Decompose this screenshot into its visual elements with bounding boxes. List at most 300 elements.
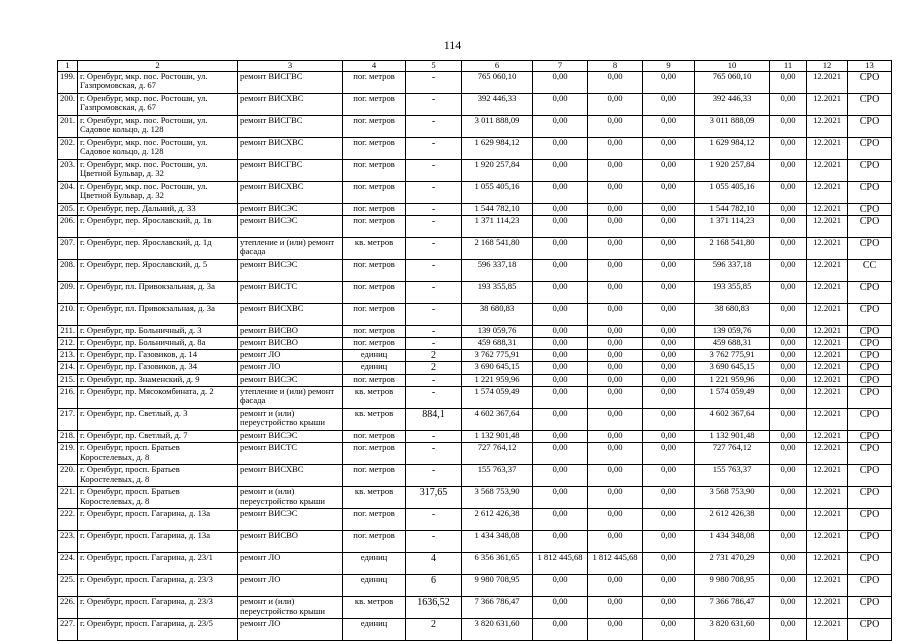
method-cell: СРО [848, 137, 892, 159]
cost-col11-cell: 0,00 [770, 303, 807, 325]
work-type-cell: ремонт ЛО [238, 552, 343, 574]
quantity-cell: - [406, 137, 462, 159]
date-cell: 12.2021 [807, 115, 848, 137]
cost-col9-cell: 0,00 [643, 93, 695, 115]
cost-col9-cell: 0,00 [643, 374, 695, 386]
method-cell: СРО [848, 464, 892, 486]
cost-col11-cell: 0,00 [770, 115, 807, 137]
cost-col11-cell: 0,00 [770, 386, 807, 408]
quantity-cell: - [406, 281, 462, 303]
work-type-cell: ремонт ВИСВО [238, 338, 343, 350]
cost-col10-cell: 38 680,83 [695, 303, 770, 325]
address-cell: г. Оренбург, мкр. пос. Ростоши, ул. Садовое кольцо, д. 128 [78, 137, 238, 159]
total-cost-cell: 1 629 984,12 [462, 137, 533, 159]
cost-col7-cell: 0,00 [533, 430, 588, 442]
cost-col9-cell: 0,00 [643, 303, 695, 325]
cost-col10-cell: 1 574 059,49 [695, 386, 770, 408]
total-cost-cell: 9 980 708,95 [462, 574, 533, 596]
cost-col9-cell: 0,00 [643, 137, 695, 159]
table-row [58, 596, 892, 618]
table-row [58, 325, 892, 337]
cost-col10-cell: 727 764,12 [695, 442, 770, 464]
method-cell: СРО [848, 486, 892, 508]
total-cost-cell: 3 820 631,60 [462, 618, 533, 640]
cost-col7-cell: 0,00 [533, 325, 588, 337]
date-cell: 12.2021 [807, 259, 848, 281]
unit-cell: пог. метров [343, 530, 406, 552]
cost-col7-cell: 0,00 [533, 181, 588, 203]
cost-col11-cell: 0,00 [770, 596, 807, 618]
date-cell: 12.2021 [807, 574, 848, 596]
table-row [58, 574, 892, 596]
work-type-cell: ремонт ВИСЭС [238, 508, 343, 530]
method-cell: СРО [848, 408, 892, 430]
unit-cell: пог. метров [343, 215, 406, 237]
date-cell: 12.2021 [807, 596, 848, 618]
cost-col9-cell: 0,00 [643, 362, 695, 374]
row-number: 204. [58, 181, 78, 203]
method-cell: СРО [848, 386, 892, 408]
cost-col8-cell: 0,00 [588, 618, 643, 640]
row-number: 214. [58, 362, 78, 374]
quantity-cell: - [406, 374, 462, 386]
row-number: 225. [58, 574, 78, 596]
cost-col8-cell: 0,00 [588, 574, 643, 596]
cost-col8-cell: 0,00 [588, 159, 643, 181]
work-type-cell: ремонт ВИСЭС [238, 215, 343, 237]
cost-col8-cell: 0,00 [588, 350, 643, 362]
address-cell: г. Оренбург, пер. Дальний, д. 33 [78, 203, 238, 215]
cost-col7-cell: 0,00 [533, 618, 588, 640]
work-type-cell: ремонт и (или) переустройство крыши [238, 486, 343, 508]
table-row [58, 442, 892, 464]
unit-cell: пог. метров [343, 430, 406, 442]
unit-cell: пог. метров [343, 338, 406, 350]
cost-col10-cell: 1 629 984,12 [695, 137, 770, 159]
table-row [58, 362, 892, 374]
unit-cell: пог. метров [343, 203, 406, 215]
cost-col9-cell: 0,00 [643, 552, 695, 574]
quantity-cell: 1636,52 [406, 596, 462, 618]
cost-col8-cell: 0,00 [588, 93, 643, 115]
cost-col11-cell: 0,00 [770, 442, 807, 464]
date-cell: 12.2021 [807, 486, 848, 508]
quantity-cell: - [406, 181, 462, 203]
address-cell: г. Оренбург, пл. Привокзальная, д. 3а [78, 281, 238, 303]
quantity-cell: - [406, 237, 462, 259]
cost-col9-cell: 0,00 [643, 338, 695, 350]
total-cost-cell: 1 132 901,48 [462, 430, 533, 442]
address-cell: г. Оренбург, пер. Ярославский, д. 1д [78, 237, 238, 259]
cost-col11-cell: 0,00 [770, 374, 807, 386]
work-type-cell: утепление и (или) ремонт фасада [238, 237, 343, 259]
cost-col8-cell: 0,00 [588, 237, 643, 259]
cost-col8-cell: 0,00 [588, 486, 643, 508]
work-type-cell: ремонт ВИСХВС [238, 303, 343, 325]
column-header-1: 1 [58, 61, 78, 72]
unit-cell: единиц [343, 552, 406, 574]
address-cell: г. Оренбург, пр. Газовиков, д. 34 [78, 362, 238, 374]
cost-col10-cell: 596 337,18 [695, 259, 770, 281]
cost-col11-cell: 0,00 [770, 486, 807, 508]
cost-col10-cell: 2 168 541,80 [695, 237, 770, 259]
cost-col11-cell: 0,00 [770, 362, 807, 374]
quantity-cell: - [406, 93, 462, 115]
method-cell: СРО [848, 618, 892, 640]
column-header-5: 5 [406, 61, 462, 72]
date-cell: 12.2021 [807, 430, 848, 442]
cost-col10-cell: 3 011 888,09 [695, 115, 770, 137]
address-cell: г. Оренбург, просп. Гагарина, д. 13а [78, 530, 238, 552]
cost-col9-cell: 0,00 [643, 408, 695, 430]
column-header-3: 3 [238, 61, 343, 72]
unit-cell: пог. метров [343, 464, 406, 486]
cost-col11-cell: 0,00 [770, 71, 807, 93]
cost-col11-cell: 0,00 [770, 530, 807, 552]
cost-col11-cell: 0,00 [770, 618, 807, 640]
method-cell: СРО [848, 574, 892, 596]
total-cost-cell: 193 355,85 [462, 281, 533, 303]
work-type-cell: ремонт ВИСГВС [238, 71, 343, 93]
quantity-cell: - [406, 530, 462, 552]
cost-col10-cell: 1 055 405,16 [695, 181, 770, 203]
date-cell: 12.2021 [807, 203, 848, 215]
address-cell: г. Оренбург, просп. Братьев Коростелевых, д. 8 [78, 464, 238, 486]
row-number: 212. [58, 338, 78, 350]
method-cell: СРО [848, 115, 892, 137]
table-row [58, 530, 892, 552]
column-header-9: 9 [643, 61, 695, 72]
address-cell: г. Оренбург, просп. Гагарина, д. 23/1 [78, 552, 238, 574]
total-cost-cell: 38 680,83 [462, 303, 533, 325]
cost-col7-cell: 0,00 [533, 464, 588, 486]
row-number: 220. [58, 464, 78, 486]
table-row [58, 237, 892, 259]
cost-col7-cell: 0,00 [533, 530, 588, 552]
cost-col10-cell: 459 688,31 [695, 338, 770, 350]
quantity-cell: 884,1 [406, 408, 462, 430]
table-row [58, 93, 892, 115]
cost-col9-cell: 0,00 [643, 442, 695, 464]
total-cost-cell: 1 920 257,84 [462, 159, 533, 181]
cost-col7-cell: 0,00 [533, 508, 588, 530]
row-number: 215. [58, 374, 78, 386]
total-cost-cell: 1 055 405,16 [462, 181, 533, 203]
unit-cell: пог. метров [343, 442, 406, 464]
address-cell: г. Оренбург, мкр. пос. Ростоши, ул. Газпромовская, д. 67 [78, 71, 238, 93]
quantity-cell: - [406, 203, 462, 215]
table-row [58, 374, 892, 386]
date-cell: 12.2021 [807, 442, 848, 464]
unit-cell: пог. метров [343, 508, 406, 530]
cost-col9-cell: 0,00 [643, 486, 695, 508]
date-cell: 12.2021 [807, 374, 848, 386]
method-cell: СРО [848, 530, 892, 552]
cost-col8-cell: 0,00 [588, 386, 643, 408]
address-cell: г. Оренбург, пр. Больничный, д. 8а [78, 338, 238, 350]
column-header-11: 11 [770, 61, 807, 72]
work-type-cell: ремонт ВИСЭС [238, 259, 343, 281]
column-header-13: 13 [848, 61, 892, 72]
cost-col9-cell: 0,00 [643, 574, 695, 596]
work-type-cell: ремонт ВИСЭС [238, 203, 343, 215]
row-number: 199. [58, 71, 78, 93]
total-cost-cell: 1 434 348,08 [462, 530, 533, 552]
date-cell: 12.2021 [807, 93, 848, 115]
date-cell: 12.2021 [807, 181, 848, 203]
cost-col8-cell: 0,00 [588, 464, 643, 486]
quantity-cell: - [406, 215, 462, 237]
cost-col10-cell: 7 366 786,47 [695, 596, 770, 618]
work-type-cell: ремонт ЛО [238, 362, 343, 374]
cost-col9-cell: 0,00 [643, 237, 695, 259]
cost-col10-cell: 9 980 708,95 [695, 574, 770, 596]
quantity-cell: 2 [406, 618, 462, 640]
method-cell: СРО [848, 203, 892, 215]
table-row [58, 215, 892, 237]
work-type-cell: ремонт ЛО [238, 618, 343, 640]
cost-col7-cell: 0,00 [533, 303, 588, 325]
cost-col8-cell: 0,00 [588, 281, 643, 303]
cost-col10-cell: 1 132 901,48 [695, 430, 770, 442]
cost-col7-cell: 0,00 [533, 281, 588, 303]
date-cell: 12.2021 [807, 137, 848, 159]
cost-col7-cell: 0,00 [533, 374, 588, 386]
table-row [58, 464, 892, 486]
work-type-cell: ремонт ВИСХВС [238, 464, 343, 486]
cost-col7-cell: 0,00 [533, 442, 588, 464]
cost-col10-cell: 155 763,37 [695, 464, 770, 486]
address-cell: г. Оренбург, просп. Братьев Коростелевых, д. 8 [78, 486, 238, 508]
unit-cell: пог. метров [343, 137, 406, 159]
cost-col11-cell: 0,00 [770, 338, 807, 350]
row-number: 218. [58, 430, 78, 442]
date-cell: 12.2021 [807, 159, 848, 181]
cost-col10-cell: 2 612 426,38 [695, 508, 770, 530]
address-cell: г. Оренбург, пр. Газовиков, д. 14 [78, 350, 238, 362]
method-cell: СРО [848, 93, 892, 115]
unit-cell: пог. метров [343, 374, 406, 386]
total-cost-cell: 3 568 753,90 [462, 486, 533, 508]
cost-col10-cell: 1 544 782,10 [695, 203, 770, 215]
cost-col9-cell: 0,00 [643, 159, 695, 181]
cost-col11-cell: 0,00 [770, 281, 807, 303]
date-cell: 12.2021 [807, 386, 848, 408]
work-type-cell: ремонт и (или) переустройство крыши [238, 408, 343, 430]
quantity-cell: - [406, 508, 462, 530]
row-number: 203. [58, 159, 78, 181]
method-cell: СРО [848, 442, 892, 464]
cost-col9-cell: 0,00 [643, 430, 695, 442]
table-row [58, 408, 892, 430]
cost-col11-cell: 0,00 [770, 259, 807, 281]
date-cell: 12.2021 [807, 325, 848, 337]
row-number: 200. [58, 93, 78, 115]
quantity-cell: - [406, 159, 462, 181]
method-cell: СРО [848, 325, 892, 337]
cost-col8-cell: 0,00 [588, 508, 643, 530]
cost-col8-cell: 0,00 [588, 430, 643, 442]
method-cell: СРО [848, 338, 892, 350]
cost-col10-cell: 139 059,76 [695, 325, 770, 337]
date-cell: 12.2021 [807, 408, 848, 430]
row-number: 210. [58, 303, 78, 325]
work-type-cell: ремонт ВИСТС [238, 442, 343, 464]
cost-col9-cell: 0,00 [643, 508, 695, 530]
cost-col11-cell: 0,00 [770, 137, 807, 159]
table-row [58, 159, 892, 181]
cost-col8-cell: 0,00 [588, 203, 643, 215]
total-cost-cell: 727 764,12 [462, 442, 533, 464]
cost-col7-cell: 0,00 [533, 350, 588, 362]
total-cost-cell: 2 612 426,38 [462, 508, 533, 530]
cost-col11-cell: 0,00 [770, 350, 807, 362]
date-cell: 12.2021 [807, 281, 848, 303]
quantity-cell: - [406, 442, 462, 464]
cost-col10-cell: 3 762 775,91 [695, 350, 770, 362]
quantity-cell: - [406, 338, 462, 350]
address-cell: г. Оренбург, пер. Ярославский, д. 5 [78, 259, 238, 281]
unit-cell: единиц [343, 350, 406, 362]
total-cost-cell: 765 060,10 [462, 71, 533, 93]
cost-col11-cell: 0,00 [770, 203, 807, 215]
cost-col10-cell: 4 602 367,64 [695, 408, 770, 430]
table-row [58, 281, 892, 303]
cost-col7-cell: 0,00 [533, 215, 588, 237]
cost-col8-cell: 0,00 [588, 325, 643, 337]
row-number: 201. [58, 115, 78, 137]
quantity-cell: - [406, 430, 462, 442]
unit-cell: единиц [343, 362, 406, 374]
quantity-cell: - [406, 303, 462, 325]
unit-cell: пог. метров [343, 71, 406, 93]
quantity-cell: 4 [406, 552, 462, 574]
work-type-cell: ремонт ВИСЭС [238, 374, 343, 386]
work-type-cell: ремонт ВИСТС [238, 281, 343, 303]
cost-col7-cell: 0,00 [533, 574, 588, 596]
column-header-8: 8 [588, 61, 643, 72]
cost-col9-cell: 0,00 [643, 203, 695, 215]
total-cost-cell: 459 688,31 [462, 338, 533, 350]
table-row [58, 115, 892, 137]
address-cell: г. Оренбург, мкр. пос. Ростоши, ул. Цветной Бульвар, д. 32 [78, 181, 238, 203]
unit-cell: единиц [343, 574, 406, 596]
unit-cell: кв. метров [343, 386, 406, 408]
total-cost-cell: 1 221 959,96 [462, 374, 533, 386]
method-cell: СС [848, 259, 892, 281]
column-header-2: 2 [78, 61, 238, 72]
method-cell: СРО [848, 71, 892, 93]
total-cost-cell: 3 011 888,09 [462, 115, 533, 137]
column-header-7: 7 [533, 61, 588, 72]
method-cell: СРО [848, 508, 892, 530]
cost-col9-cell: 0,00 [643, 464, 695, 486]
date-cell: 12.2021 [807, 530, 848, 552]
table-row [58, 430, 892, 442]
cost-col11-cell: 0,00 [770, 325, 807, 337]
cost-col11-cell: 0,00 [770, 93, 807, 115]
date-cell: 12.2021 [807, 215, 848, 237]
address-cell: г. Оренбург, просп. Гагарина, д. 13а [78, 508, 238, 530]
work-type-cell: ремонт ВИСВО [238, 325, 343, 337]
quantity-cell: - [406, 259, 462, 281]
cost-col11-cell: 0,00 [770, 574, 807, 596]
address-cell: г. Оренбург, просп. Гагарина, д. 23/3 [78, 574, 238, 596]
method-cell: СРО [848, 159, 892, 181]
cost-col8-cell: 0,00 [588, 115, 643, 137]
date-cell: 12.2021 [807, 362, 848, 374]
unit-cell: пог. метров [343, 325, 406, 337]
address-cell: г. Оренбург, мкр. пос. Ростоши, ул. Цветной Бульвар, д. 32 [78, 159, 238, 181]
method-cell: СРО [848, 237, 892, 259]
cost-col7-cell: 0,00 [533, 486, 588, 508]
row-number: 209. [58, 281, 78, 303]
table-row [58, 259, 892, 281]
row-number: 224. [58, 552, 78, 574]
cost-col8-cell: 0,00 [588, 408, 643, 430]
cost-col10-cell: 1 221 959,96 [695, 374, 770, 386]
unit-cell: пог. метров [343, 303, 406, 325]
cost-col8-cell: 0,00 [588, 303, 643, 325]
address-cell: г. Оренбург, пер. Ярославский, д. 1в [78, 215, 238, 237]
total-cost-cell: 139 059,76 [462, 325, 533, 337]
cost-col11-cell: 0,00 [770, 464, 807, 486]
date-cell: 12.2021 [807, 508, 848, 530]
unit-cell: пог. метров [343, 181, 406, 203]
total-cost-cell: 1 371 114,23 [462, 215, 533, 237]
method-cell: СРО [848, 552, 892, 574]
column-header-6: 6 [462, 61, 533, 72]
total-cost-cell: 1 544 782,10 [462, 203, 533, 215]
quantity-cell: - [406, 464, 462, 486]
unit-cell: кв. метров [343, 486, 406, 508]
cost-col9-cell: 0,00 [643, 386, 695, 408]
cost-col9-cell: 0,00 [643, 181, 695, 203]
cost-col11-cell: 0,00 [770, 181, 807, 203]
table-row [58, 71, 892, 93]
cost-col8-cell: 0,00 [588, 338, 643, 350]
cost-col8-cell: 0,00 [588, 215, 643, 237]
work-type-cell: ремонт и (или) переустройство крыши [238, 596, 343, 618]
work-type-cell: ремонт ВИСХВС [238, 181, 343, 203]
cost-col10-cell: 2 731 470,29 [695, 552, 770, 574]
cost-col11-cell: 0,00 [770, 552, 807, 574]
work-type-cell: ремонт ВИСГВС [238, 159, 343, 181]
quantity-cell: 6 [406, 574, 462, 596]
date-cell: 12.2021 [807, 237, 848, 259]
cost-col8-cell: 0,00 [588, 137, 643, 159]
work-type-cell: ремонт ВИСЭС [238, 430, 343, 442]
row-number: 213. [58, 350, 78, 362]
table-row [58, 552, 892, 574]
address-cell: г. Оренбург, мкр. пос. Ростоши, ул. Газпромовская, д. 67 [78, 93, 238, 115]
work-type-cell: ремонт ЛО [238, 350, 343, 362]
cost-col8-cell: 0,00 [588, 362, 643, 374]
quantity-cell: - [406, 71, 462, 93]
quantity-cell: - [406, 325, 462, 337]
quantity-cell: - [406, 386, 462, 408]
unit-cell: пог. метров [343, 159, 406, 181]
address-cell: г. Оренбург, пр. Светлый, д. 3 [78, 408, 238, 430]
row-number: 202. [58, 137, 78, 159]
address-cell: г. Оренбург, пр. Больничный, д. 3 [78, 325, 238, 337]
column-header-12: 12 [807, 61, 848, 72]
table-row [58, 486, 892, 508]
cost-col11-cell: 0,00 [770, 159, 807, 181]
cost-col7-cell: 0,00 [533, 386, 588, 408]
total-cost-cell: 1 574 059,49 [462, 386, 533, 408]
cost-col7-cell: 0,00 [533, 159, 588, 181]
